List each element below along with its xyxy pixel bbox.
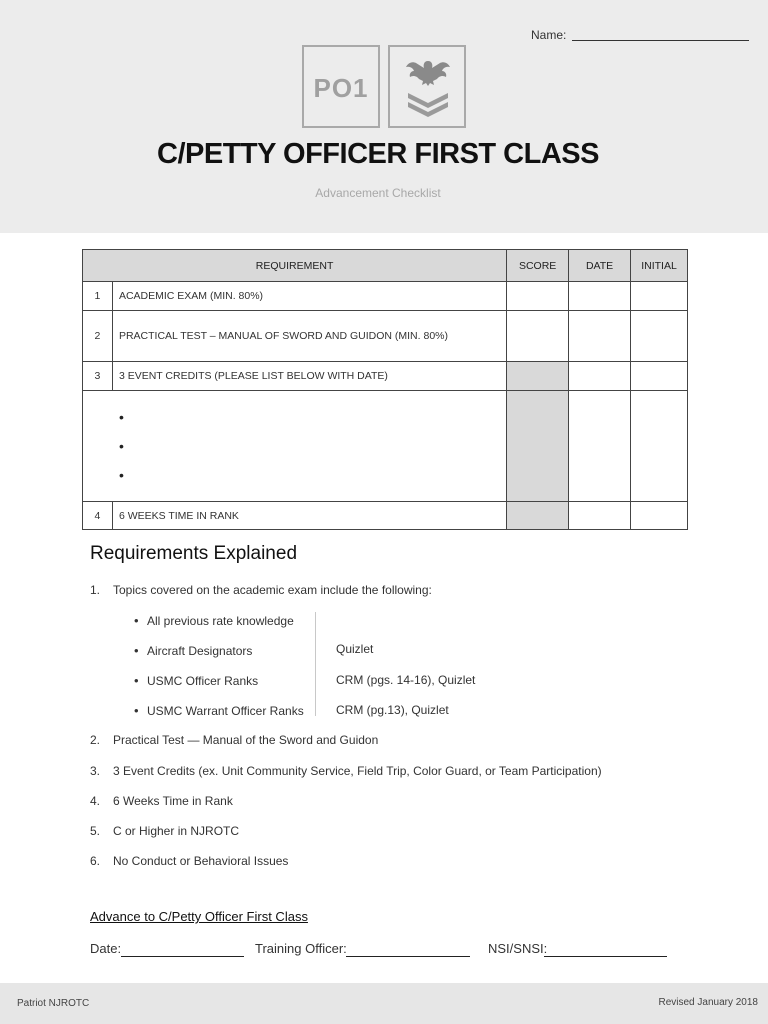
explained-item [90, 794, 233, 808]
po1-insignia-box [302, 45, 380, 128]
date-cell[interactable] [569, 502, 631, 530]
event-credit-bullet[interactable] [119, 461, 506, 490]
explained-item-text: Practical Test — Manual of the Sword and Guidon [113, 733, 379, 747]
topic-text: USMC Warrant Officer Ranks [147, 704, 304, 718]
topic-text: USMC Officer Ranks [147, 674, 259, 688]
event-credits-list-cell[interactable] [83, 391, 507, 502]
explained-item-number: 5. [90, 824, 101, 838]
table-row [83, 502, 688, 530]
date-cell[interactable] [569, 282, 631, 311]
page-subtitle: Advancement Checklist [315, 186, 441, 200]
initial-cell[interactable] [631, 502, 688, 530]
explained-item [90, 854, 288, 868]
row-requirement: PRACTICAL TEST – MANUAL OF SWORD AND GUIDON (MIN. 80%) [112, 311, 506, 362]
topic-item: • USMC Officer Ranks [134, 673, 259, 688]
explained-item-text: C or Higher in NJROTC [113, 824, 240, 838]
topic-text: All previous rate knowledge [147, 614, 294, 628]
header-date: DATE [569, 250, 631, 282]
date-cell[interactable] [569, 362, 631, 391]
score-cell[interactable] [507, 282, 569, 311]
footer-revision-date: Revised January 2018 [658, 997, 758, 1008]
initial-cell[interactable] [631, 311, 688, 362]
explained-item-number: 6. [90, 854, 101, 868]
header-requirement: REQUIREMENT [83, 250, 507, 282]
nsi-snsi-signature-line[interactable] [544, 956, 667, 957]
advance-heading: Advance to C/Petty Officer First Class [90, 909, 308, 924]
explained-item-number: 3. [90, 764, 101, 778]
row-number: 1 [83, 282, 113, 311]
page-title: C/PETTY OFFICER FIRST CLASS [157, 138, 599, 170]
explained-item-text: Topics covered on the academic exam include the following: [113, 583, 432, 597]
event-credit-bullet[interactable] [119, 432, 506, 461]
table-row [83, 362, 688, 391]
initial-cell[interactable] [631, 362, 688, 391]
date-signature-line[interactable] [121, 956, 244, 957]
score-cell-shaded [507, 502, 569, 530]
topic-item: • USMC Warrant Officer Ranks [134, 703, 304, 718]
date-cell[interactable] [569, 391, 631, 502]
header-initial: INITIAL [631, 250, 688, 282]
po1-insignia-text: PO1 [313, 73, 369, 103]
footer-unit-name: Patriot NJROTC [17, 998, 90, 1009]
topic-resource: Quizlet [336, 642, 374, 656]
explained-item-text: 6 Weeks Time in Rank [113, 794, 233, 808]
topic-resource: CRM (pg.13), Quizlet [336, 703, 449, 717]
explained-item [90, 764, 602, 778]
row-number: 4 [83, 502, 113, 530]
requirements-explained-heading: Requirements Explained [90, 543, 298, 564]
name-input-line[interactable] [572, 40, 749, 41]
explained-item [90, 824, 239, 838]
footer-band [0, 983, 768, 1024]
header-score: SCORE [507, 250, 569, 282]
explained-item [90, 583, 432, 597]
topic-resource: CRM (pgs. 14-16), Quizlet [336, 673, 476, 687]
topic-divider [315, 612, 316, 716]
table-row [83, 311, 688, 362]
topic-item: • Aircraft Designators [134, 643, 253, 658]
score-cell[interactable] [507, 311, 569, 362]
row-number: 3 [83, 362, 113, 391]
row-requirement: ACADEMIC EXAM (MIN. 80%) [112, 282, 506, 311]
initial-cell[interactable] [631, 282, 688, 311]
explained-item-text: No Conduct or Behavioral Issues [113, 854, 289, 868]
explained-item [90, 733, 378, 747]
explained-item-number: 4. [90, 794, 101, 808]
table-header-row [83, 250, 688, 282]
score-cell-shaded [507, 362, 569, 391]
date-cell[interactable] [569, 311, 631, 362]
header-band [0, 0, 768, 233]
date-label: Date: [90, 941, 122, 956]
topic-text: Aircraft Designators [147, 644, 253, 658]
nsi-snsi-label: NSI/SNSI: [488, 941, 548, 956]
explained-item-text: 3 Event Credits (ex. Unit Community Service, Field Trip, Color Guard, or Team Participation) [113, 764, 602, 778]
name-label: Name: [531, 28, 567, 42]
row-requirement: 6 WEEKS TIME IN RANK [112, 502, 506, 530]
explained-item-number: 1. [90, 583, 101, 597]
table-row [83, 282, 688, 311]
requirements-table [82, 249, 688, 530]
training-officer-label: Training Officer: [255, 941, 347, 956]
row-number: 2 [83, 311, 113, 362]
eagle-chevron-insignia-box [388, 45, 466, 128]
explained-item-number: 2. [90, 733, 101, 747]
row-requirement: 3 EVENT CREDITS (PLEASE LIST BELOW WITH DATE) [112, 362, 506, 391]
training-officer-signature-line[interactable] [346, 956, 470, 957]
topic-item: • All previous rate knowledge [134, 613, 294, 628]
initial-cell[interactable] [631, 391, 688, 502]
event-credit-bullet[interactable] [119, 403, 506, 432]
event-credits-row [83, 391, 688, 502]
score-cell-shaded [507, 391, 569, 502]
event-credits-bullets [83, 403, 506, 490]
eagle-chevron-icon [402, 55, 454, 119]
